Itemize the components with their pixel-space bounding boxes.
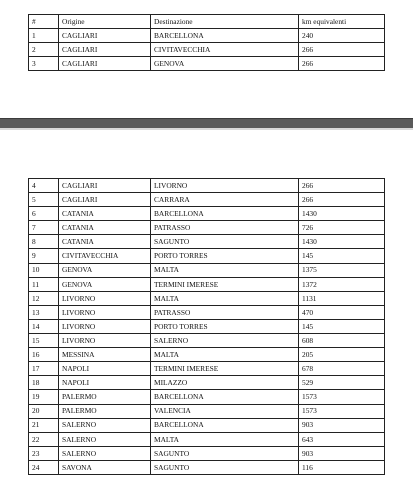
cell-destination: LIVORNO	[151, 179, 299, 193]
cell-origin: CATANIA	[59, 221, 151, 235]
cell-num: 4	[29, 179, 59, 193]
cell-origin: CAGLIARI	[59, 193, 151, 207]
cell-origin: LIVORNO	[59, 334, 151, 348]
cell-km: 608	[299, 334, 385, 348]
cell-km: 1372	[299, 277, 385, 291]
header-origin: Origine	[59, 15, 151, 29]
cell-destination: PORTO TORRES	[151, 319, 299, 333]
cell-num: 24	[29, 460, 59, 474]
table-row	[29, 249, 385, 263]
table-row	[29, 376, 385, 390]
cell-origin: CAGLIARI	[59, 29, 151, 43]
cell-km: 240	[299, 29, 385, 43]
cell-origin: NAPOLI	[59, 376, 151, 390]
cell-destination: MALTA	[151, 291, 299, 305]
cell-num: 9	[29, 249, 59, 263]
cell-destination: CIVITAVECCHIA	[151, 43, 299, 57]
cell-origin: GENOVA	[59, 263, 151, 277]
cell-destination: BARCELLONA	[151, 29, 299, 43]
table-row	[29, 207, 385, 221]
cell-num: 23	[29, 446, 59, 460]
cell-num: 3	[29, 57, 59, 71]
table-row	[29, 348, 385, 362]
table-row	[29, 460, 385, 474]
cell-km: 678	[299, 362, 385, 376]
cell-destination: CARRARA	[151, 193, 299, 207]
table-row	[29, 263, 385, 277]
cell-destination: BARCELLONA	[151, 207, 299, 221]
cell-km: 726	[299, 221, 385, 235]
cell-km: 205	[299, 348, 385, 362]
cell-origin: CATANIA	[59, 207, 151, 221]
table-row	[29, 29, 385, 43]
cell-destination: SAGUNTO	[151, 460, 299, 474]
routes-table-page-2	[28, 178, 385, 475]
cell-origin: CIVITAVECCHIA	[59, 249, 151, 263]
cell-origin: LIVORNO	[59, 305, 151, 319]
table-row	[29, 43, 385, 57]
cell-num: 5	[29, 193, 59, 207]
cell-km: 1375	[299, 263, 385, 277]
cell-km: 903	[299, 446, 385, 460]
table-row	[29, 57, 385, 71]
cell-km: 266	[299, 57, 385, 71]
routes-table-page-1	[28, 14, 385, 71]
table-row	[29, 291, 385, 305]
cell-origin: SALERNO	[59, 418, 151, 432]
table-row	[29, 446, 385, 460]
cell-origin: SALERNO	[59, 432, 151, 446]
table-row	[29, 390, 385, 404]
cell-num: 13	[29, 305, 59, 319]
cell-origin: SAVONA	[59, 460, 151, 474]
cell-num: 11	[29, 277, 59, 291]
cell-km: 266	[299, 43, 385, 57]
cell-km: 145	[299, 319, 385, 333]
cell-num: 15	[29, 334, 59, 348]
cell-num: 20	[29, 404, 59, 418]
header-destination: Destinazione	[151, 15, 299, 29]
cell-origin: SALERNO	[59, 446, 151, 460]
cell-num: 8	[29, 235, 59, 249]
table-row	[29, 404, 385, 418]
cell-destination: PATRASSO	[151, 221, 299, 235]
cell-destination: TERMINI IMERESE	[151, 277, 299, 291]
cell-km: 529	[299, 376, 385, 390]
cell-origin: CAGLIARI	[59, 43, 151, 57]
cell-origin: CAGLIARI	[59, 57, 151, 71]
cell-destination: GENOVA	[151, 57, 299, 71]
table-row	[29, 319, 385, 333]
table-header-row	[29, 15, 385, 29]
cell-origin: CAGLIARI	[59, 179, 151, 193]
cell-km: 266	[299, 193, 385, 207]
cell-destination: SAGUNTO	[151, 446, 299, 460]
cell-num: 22	[29, 432, 59, 446]
cell-destination: MALTA	[151, 432, 299, 446]
cell-km: 1573	[299, 404, 385, 418]
cell-km: 1131	[299, 291, 385, 305]
cell-num: 2	[29, 43, 59, 57]
cell-origin: PALERMO	[59, 390, 151, 404]
cell-destination: TERMINI IMERESE	[151, 362, 299, 376]
table-row	[29, 193, 385, 207]
table-row	[29, 235, 385, 249]
cell-km: 266	[299, 179, 385, 193]
table-row	[29, 221, 385, 235]
cell-destination: BARCELLONA	[151, 418, 299, 432]
cell-destination: BARCELLONA	[151, 390, 299, 404]
cell-destination: SAGUNTO	[151, 235, 299, 249]
cell-num: 21	[29, 418, 59, 432]
table-row	[29, 418, 385, 432]
cell-destination: VALENCIA	[151, 404, 299, 418]
cell-destination: MILAZZO	[151, 376, 299, 390]
cell-num: 17	[29, 362, 59, 376]
cell-km: 1430	[299, 207, 385, 221]
cell-km: 643	[299, 432, 385, 446]
cell-km: 470	[299, 305, 385, 319]
table-row	[29, 432, 385, 446]
cell-num: 18	[29, 376, 59, 390]
table-row	[29, 362, 385, 376]
cell-num: 6	[29, 207, 59, 221]
cell-km: 903	[299, 418, 385, 432]
cell-km: 1573	[299, 390, 385, 404]
table-row	[29, 179, 385, 193]
cell-origin: NAPOLI	[59, 362, 151, 376]
cell-destination: PORTO TORRES	[151, 249, 299, 263]
page-break-shadow	[0, 128, 413, 130]
header-num: #	[29, 15, 59, 29]
cell-km: 145	[299, 249, 385, 263]
cell-origin: CATANIA	[59, 235, 151, 249]
cell-destination: MALTA	[151, 263, 299, 277]
cell-destination: MALTA	[151, 348, 299, 362]
cell-origin: LIVORNO	[59, 319, 151, 333]
cell-num: 10	[29, 263, 59, 277]
cell-origin: GENOVA	[59, 277, 151, 291]
cell-num: 1	[29, 29, 59, 43]
cell-origin: PALERMO	[59, 404, 151, 418]
table-row	[29, 305, 385, 319]
cell-destination: SALERNO	[151, 334, 299, 348]
cell-destination: PATRASSO	[151, 305, 299, 319]
table-row	[29, 334, 385, 348]
header-km: km equivalenti	[299, 15, 385, 29]
cell-km: 116	[299, 460, 385, 474]
cell-km: 1430	[299, 235, 385, 249]
cell-origin: MESSINA	[59, 348, 151, 362]
cell-num: 7	[29, 221, 59, 235]
table-row	[29, 277, 385, 291]
cell-num: 19	[29, 390, 59, 404]
cell-origin: LIVORNO	[59, 291, 151, 305]
cell-num: 14	[29, 319, 59, 333]
cell-num: 16	[29, 348, 59, 362]
cell-num: 12	[29, 291, 59, 305]
